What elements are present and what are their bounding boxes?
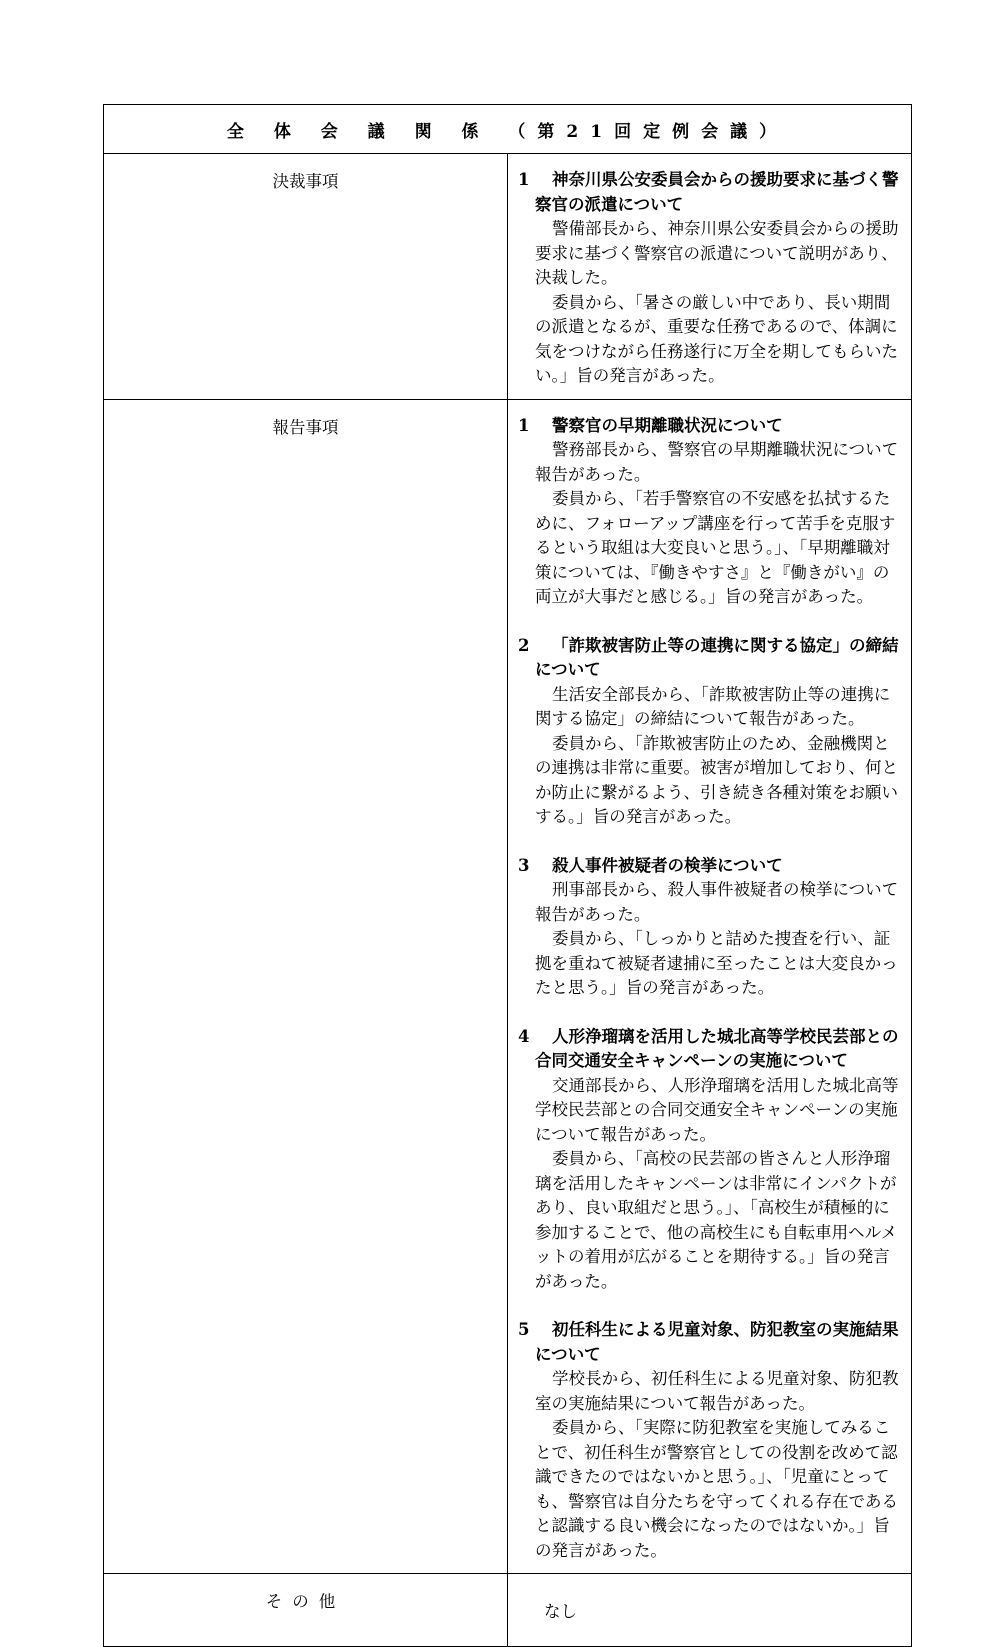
decision-item xyxy=(518,168,901,389)
title-row xyxy=(104,105,912,154)
item-paragraph: 委員から、「若手警察官の不安感を払拭するために、フォローアップ講座を行って苦手を克服するという取組は大変良いと思う。」、「早期離職対策については、『働きやすさ』と『働きがい』の両立が大事だと感じる。」旨の発言があった。 xyxy=(535,489,896,606)
item-paragraph: 学校長から、初任科生による児童対象、防犯教室の実施結果について報告があった。 xyxy=(535,1369,899,1413)
decision-row xyxy=(104,154,912,400)
item-paragraph: 委員から、「高校の民芸部の皆さんと人形浄瑠璃を活用したキャンペーンは非常にインパクトがあり、良い取組だと思う。」、「高校生が積極的に参加することで、他の高校生にも自転車用ヘルメットの着用が広がることを期待する。」旨の発言があった。 xyxy=(535,1149,898,1291)
item-number: 4 xyxy=(518,1026,530,1046)
section-label-decision: 決裁事項 xyxy=(104,154,508,400)
item-title: 殺人事件被疑者の検挙について xyxy=(552,855,783,875)
item-paragraph: 委員から、「しっかりと詰めた捜査を行い、証拠を重ねて被疑者逮捕に至ったことは大変良かったと思う。」旨の発言があった。 xyxy=(535,929,898,997)
section-label-report: 報告事項 xyxy=(104,399,508,1574)
report-item xyxy=(518,1318,901,1563)
item-title: 人形浄瑠璃を活用した城北高等学校民芸部との合同交通安全キャンペーンの実施について xyxy=(535,1026,899,1070)
section-label-other: その他 xyxy=(104,1574,508,1647)
item-number: 2 xyxy=(518,635,530,655)
item-number: 5 xyxy=(518,1320,530,1339)
item-heading xyxy=(518,1318,901,1367)
item-heading xyxy=(518,414,901,439)
report-item xyxy=(518,414,901,610)
item-paragraph: 交通部長から、人形浄瑠璃を活用した城北高等学校民芸部との合同交通安全キャンペーンの実施について報告があった。 xyxy=(535,1075,899,1144)
item-paragraph: 委員から、「実際に防犯教室を実施してみることで、初任科生が警察官としての役割を改めて認識できたのではないかと思う。」、「児童にとっても、警察官は自分たちを守ってくれる存在であると認識する良い機会になったのではないか。」旨の発言があった。 xyxy=(535,1418,898,1560)
item-number: 1 xyxy=(518,415,530,435)
report-content xyxy=(508,399,912,1574)
report-item xyxy=(518,854,901,1001)
item-number: 3 xyxy=(518,855,530,875)
other-content xyxy=(508,1574,912,1647)
item-number: 1 xyxy=(518,170,530,189)
item-heading xyxy=(518,854,901,879)
report-item xyxy=(518,634,901,830)
item-title: 初任科生による児童対象、防犯教室の実施結果について xyxy=(535,1320,899,1364)
item-title: 神奈川県公安委員会からの援助要求に基づく警察官の派遣について xyxy=(535,170,899,214)
item-paragraph: 委員から、「暑さの厳しい中であり、長い期間の派遣となるが、重要な任務であるので、体調に気をつけながら任務遂行に万全を期してもらいたい。」旨の発言があった。 xyxy=(535,292,898,385)
decision-content xyxy=(508,154,912,400)
item-paragraph: 警務部長から、警察官の早期離職状況について報告があった。 xyxy=(535,440,899,484)
item-heading xyxy=(518,634,901,683)
item-heading xyxy=(518,1025,901,1074)
other-row xyxy=(104,1574,912,1647)
item-paragraph: 委員から、「詐欺被害防止のため、金融機関との連携は非常に重要。被害が増加しており、何とか防止に繋がるよう、引き続き各種対策をお願いする。」旨の発言があった。 xyxy=(535,733,898,826)
item-title: 「詐欺被害防止等の連携に関する協定」の締結について xyxy=(535,635,899,679)
report-row xyxy=(104,399,912,1574)
minutes-table xyxy=(103,104,912,1647)
item-title: 警察官の早期離職状況について xyxy=(552,415,783,435)
item-paragraph: 生活安全部長から、「詐欺被害防止等の連携に関する協定」の締結について報告があった。 xyxy=(535,684,891,728)
document-title: 全 体 会 議 関 係 （第21回定例会議） xyxy=(104,105,912,154)
item-paragraph: 刑事部長から、殺人事件被疑者の検挙について報告があった。 xyxy=(535,880,899,924)
report-item xyxy=(518,1025,901,1295)
item-paragraph: 警備部長から、神奈川県公安委員会からの援助要求に基づく警察官の派遣について説明があり、決裁した。 xyxy=(535,219,899,287)
item-heading xyxy=(518,168,901,217)
other-text: なし xyxy=(544,1602,577,1621)
